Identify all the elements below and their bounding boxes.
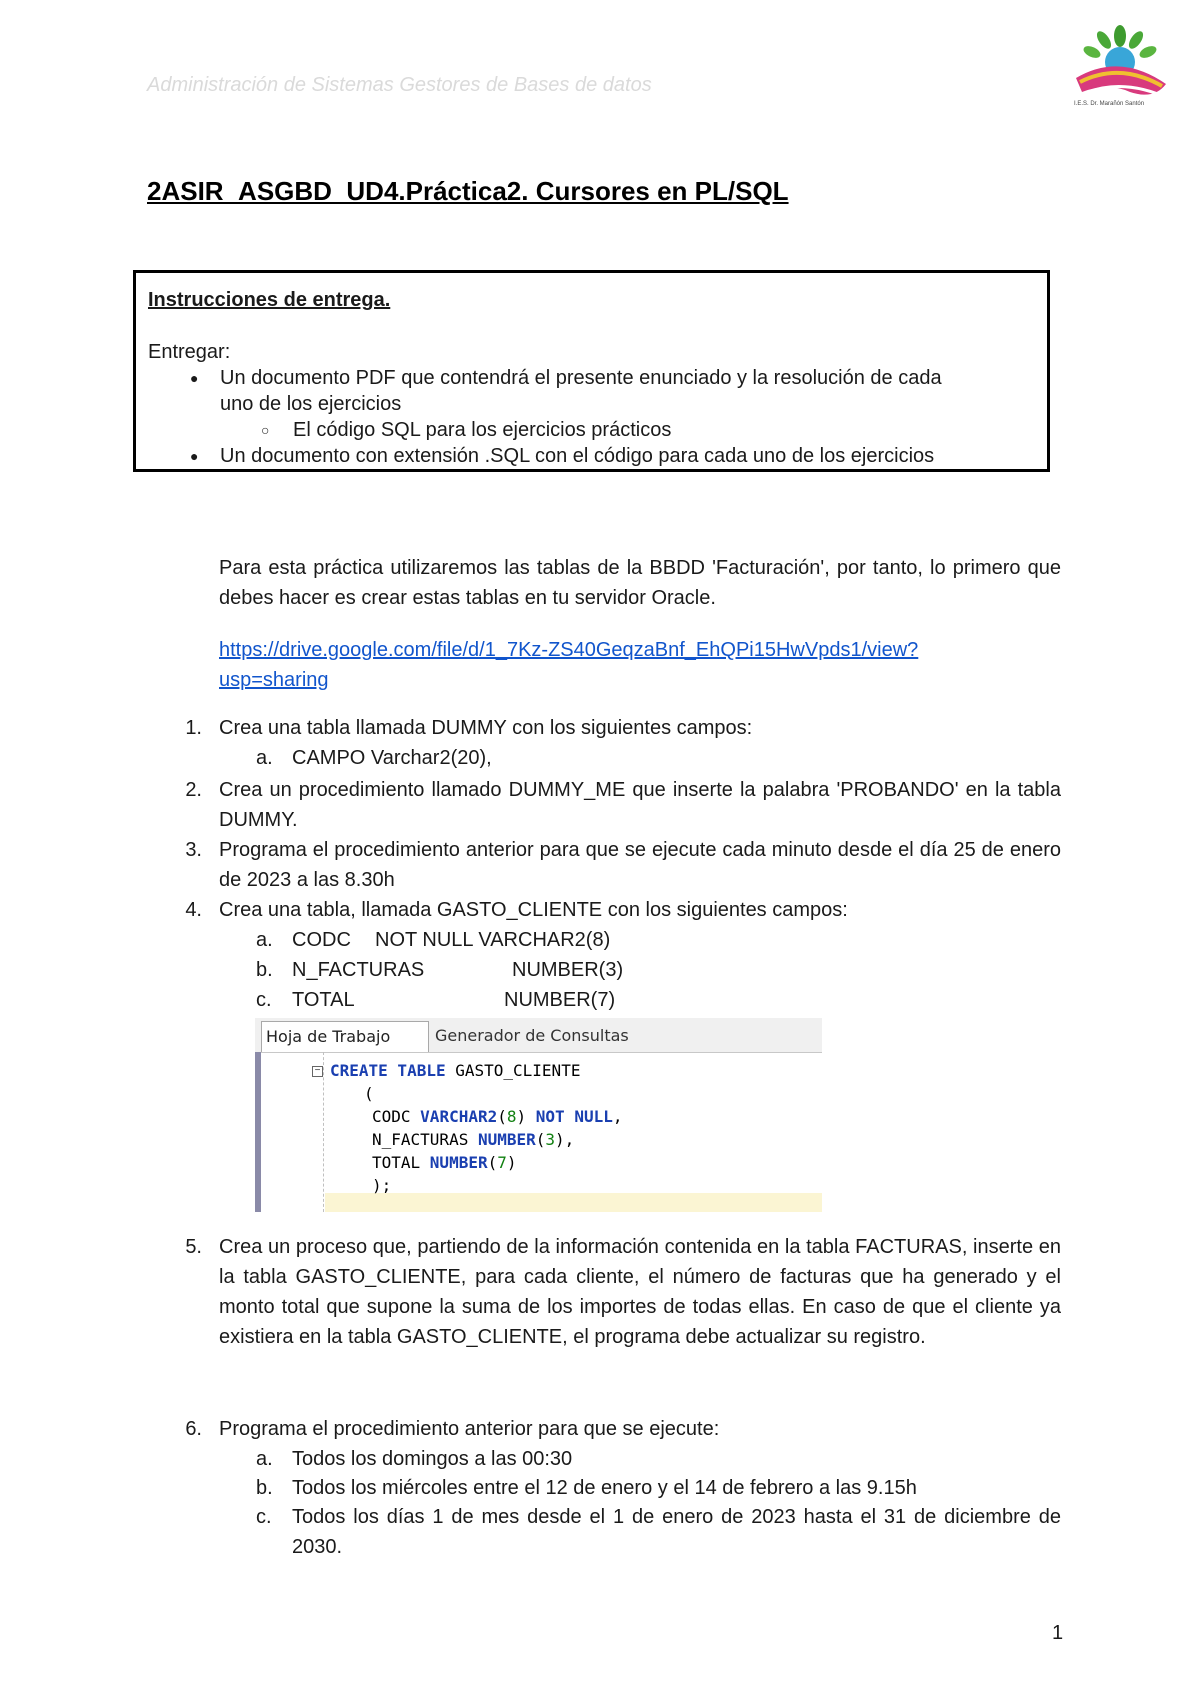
sql-editor-screenshot (255, 1018, 822, 1212)
field-name: CODC (292, 929, 351, 951)
bullet-icon: ● (190, 370, 199, 386)
exercise-4: Crea una tabla, llamada GASTO_CLIENTE con los siguientes campos: (219, 899, 848, 921)
logo-caption: I.E.S. Dr. Marañón Santón (1074, 101, 1145, 107)
tab-query-builder[interactable]: Generador de Consultas (435, 1026, 629, 1045)
collapse-icon[interactable]: − (312, 1066, 323, 1077)
drive-link-cont[interactable]: usp=sharing (219, 669, 329, 691)
exercise-5: Crea un proceso que, partiendo de la información contenida en la tabla FACTURAS, inserte en la tabla GASTO_CLIENTE, para cada cliente, el número de facturas que ha generado y el monto total que supone la suma de los importes de todas ellas. En caso de que el cliente ya existiera en la tabla GASTO_CLIENTE, el programa debe actualizar su registro. (219, 1236, 1061, 1348)
instructions-box (133, 270, 1050, 472)
exercise-1a: CAMPO Varchar2(20), (292, 747, 492, 769)
editor-gutter (323, 1052, 324, 1212)
tab-worksheet[interactable]: Hoja de Trabajo (261, 1021, 429, 1052)
editor-margin (255, 1052, 261, 1212)
subitem-label: b. (256, 1477, 273, 1499)
subitem-label: c. (256, 989, 272, 1011)
exercise-6a: Todos los domingos a las 00:30 (292, 1448, 573, 1470)
instructions-heading: Instrucciones de entrega. (148, 289, 391, 311)
subitem-label: c. (256, 1506, 272, 1528)
code-line-1: CREATE TABLE GASTO_CLIENTE (330, 1061, 581, 1080)
code-line-6: ); (372, 1176, 392, 1195)
page-number: 1 (1052, 1622, 1064, 1644)
exercise-number: 1. (185, 717, 202, 739)
field-type: NOT NULL VARCHAR2(8) (375, 929, 611, 951)
exercise-6b: Todos los miércoles entre el 12 de enero y el 14 de febrero a las 9.15h (292, 1477, 917, 1499)
page-title: 2ASIR_ASGBD_UD4.Práctica2. Cursores en PL/SQL (147, 176, 789, 206)
editor-tabbar (255, 1018, 822, 1053)
document-header: Administración de Sistemas Gestores de Bases de datos (147, 74, 652, 96)
exercise-number: 4. (185, 899, 202, 921)
exercise-number: 3. (185, 839, 202, 861)
code-line-3: CODC VARCHAR2(8) NOT NULL, (372, 1107, 623, 1126)
instructions-intro: Entregar: (148, 341, 231, 363)
subitem-label: a. (256, 747, 273, 769)
exercise-6c: Todos los días 1 de mes desde el 1 de enero de 2023 hasta el 31 de diciembre de 2030. (292, 1506, 1061, 1558)
code-line-2: ( (364, 1084, 374, 1103)
circle-bullet-icon: ○ (261, 422, 270, 438)
instruction-item-1-cont: uno de los ejercicios (220, 393, 402, 415)
exercise-number: 5. (185, 1236, 202, 1258)
subitem-label: a. (256, 929, 273, 951)
drive-link[interactable]: https://drive.google.com/file/d/1_7Kz-ZS40GeqzaBnf_EhQPi15HwVpds1/view? (219, 639, 919, 661)
field-name: TOTAL (292, 989, 355, 1011)
exercise-3: Programa el procedimiento anterior para que se ejecute cada minuto desde el día 25 de enero de 2023 a las 8.30h (219, 839, 1061, 891)
school-logo (1068, 22, 1172, 112)
exercise-number: 2. (185, 779, 202, 801)
instruction-item-1: Un documento PDF que contendrá el presente enunciado y la resolución de cada (220, 367, 942, 389)
field-name: N_FACTURAS (292, 959, 425, 981)
exercise-1: Crea una tabla llamada DUMMY con los siguientes campos: (219, 717, 753, 739)
exercise-6: Programa el procedimiento anterior para que se ejecute: (219, 1418, 720, 1440)
field-type: NUMBER(7) (504, 989, 616, 1011)
bullet-icon: ● (190, 448, 199, 464)
exercise-number: 6. (185, 1418, 202, 1440)
field-type: NUMBER(3) (512, 959, 624, 981)
exercise-2: Crea un procedimiento llamado DUMMY_ME que inserte la palabra 'PROBANDO' en la tabla DUMMY. (219, 779, 1061, 831)
intro-paragraph: Para esta práctica utilizaremos las tablas de la BBDD 'Facturación', por tanto, lo primero que debes hacer es crear estas tablas en tu servidor Oracle. (219, 557, 1061, 609)
subitem-label: a. (256, 1448, 273, 1470)
instruction-item-2: Un documento con extensión .SQL con el código para cada uno de los ejercicios (220, 445, 935, 467)
current-line-highlight (325, 1193, 822, 1212)
subitem-label: b. (256, 959, 273, 981)
code-line-5: TOTAL NUMBER(7) (372, 1153, 517, 1172)
instruction-subitem: El código SQL para los ejercicios prácticos (293, 419, 672, 441)
code-line-4: N_FACTURAS NUMBER(3), (372, 1130, 575, 1149)
